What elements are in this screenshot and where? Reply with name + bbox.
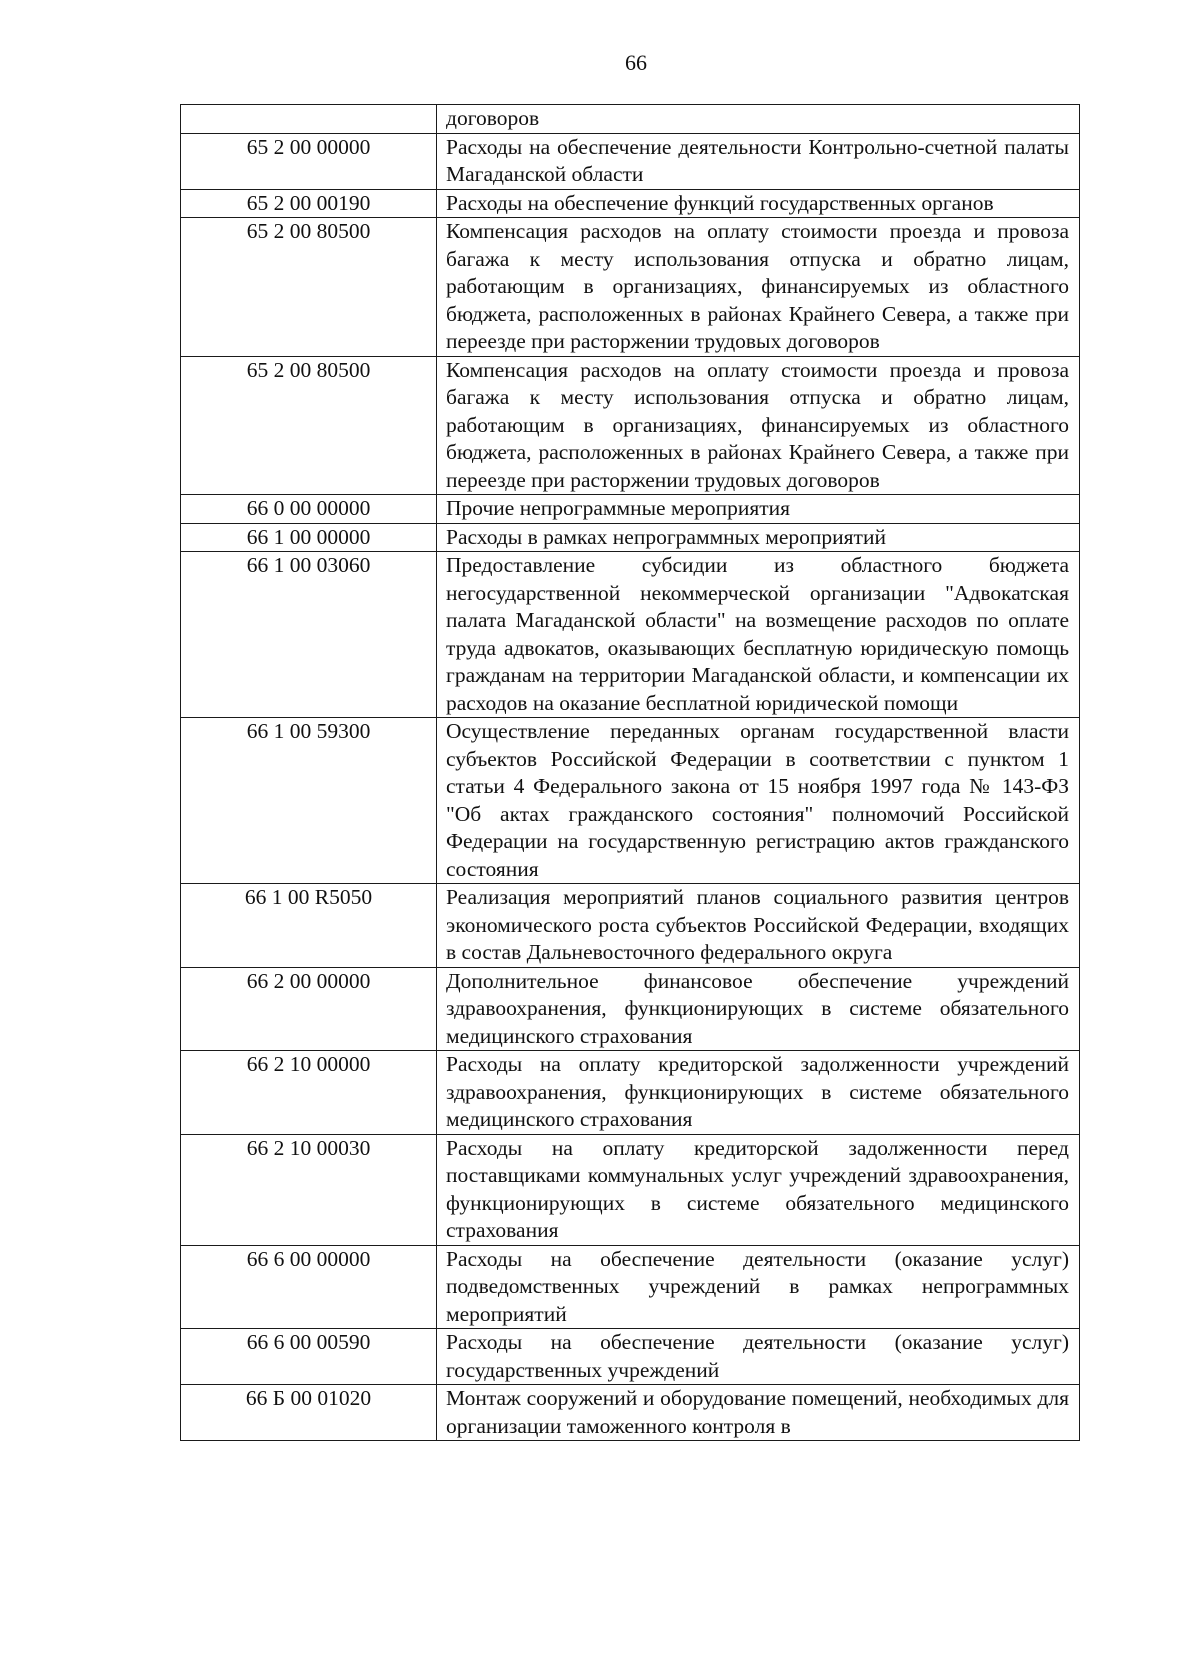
row-code: 65 2 00 00190	[181, 189, 437, 218]
row-description: Расходы на оплату кредиторской задолженности учреждений здравоохранения, функционирующих в системе обязательного медицинского страхования	[437, 1051, 1080, 1135]
row-code: 66 6 00 00000	[181, 1245, 437, 1329]
page-number: 66	[625, 50, 647, 75]
row-description: договоров	[437, 105, 1080, 134]
table-row	[181, 552, 1080, 718]
row-description: Реализация мероприятий планов социального развития центров экономического роста субъектов Российской Федерации, входящих в состав Дальневосточного федерального округа	[437, 884, 1080, 968]
table-row	[181, 1385, 1080, 1441]
table-row	[181, 1245, 1080, 1329]
table-row	[181, 718, 1080, 884]
table-row	[181, 1134, 1080, 1245]
row-description: Расходы на обеспечение деятельности (оказание услуг) государственных учреждений	[437, 1329, 1080, 1385]
table-row	[181, 1329, 1080, 1385]
row-description: Расходы на обеспечение деятельности (оказание услуг) подведомственных учреждений в рамках непрограммных мероприятий	[437, 1245, 1080, 1329]
row-code: 66 1 00 03060	[181, 552, 437, 718]
row-description: Компенсация расходов на оплату стоимости проезда и провоза багажа к месту использования отпуска и обратно лицам, работающим в организациях, финансируемых из областного бюджета, расположенных в районах Крайнего Севера, а также при переезде при расторжении трудовых договоров	[437, 356, 1080, 495]
row-description: Прочие непрограммные мероприятия	[437, 495, 1080, 524]
row-code	[181, 105, 437, 134]
row-code: 66 2 10 00000	[181, 1051, 437, 1135]
table-row	[181, 523, 1080, 552]
row-description: Расходы на обеспечение деятельности Контрольно-счетной палаты Магаданской области	[437, 133, 1080, 189]
row-description: Осуществление переданных органам государственной власти субъектов Российской Федерации в соответствии с пунктом 1 статьи 4 Федерального закона от 15 ноября 1997 года № 143-ФЗ "Об актах гражданского состояния" полномочий Российской Федерации на государственную регистрацию актов гражданского состояния	[437, 718, 1080, 884]
row-code: 66 1 00 R5050	[181, 884, 437, 968]
row-description: Расходы в рамках непрограммных мероприятий	[437, 523, 1080, 552]
row-description: Предоставление субсидии из областного бюджета негосударственной некоммерческой организации "Адвокатская палата Магаданской области" на возмещение расходов по оплате труда адвокатов, оказывающих бесплатную юридическую помощь гражданам на территории Магаданской области, и компенсации их расходов на оказание бесплатной юридической помощи	[437, 552, 1080, 718]
table-row	[181, 189, 1080, 218]
row-code: 66 1 00 59300	[181, 718, 437, 884]
row-description: Расходы на обеспечение функций государственных органов	[437, 189, 1080, 218]
table-row	[181, 218, 1080, 357]
row-code: 65 2 00 80500	[181, 356, 437, 495]
table-row	[181, 105, 1080, 134]
row-description: Монтаж сооружений и оборудование помещений, необходимых для организации таможенного контроля в	[437, 1385, 1080, 1441]
table-row	[181, 967, 1080, 1051]
row-code: 66 6 00 00590	[181, 1329, 437, 1385]
budget-classification-table	[180, 104, 1080, 1441]
row-description: Расходы на оплату кредиторской задолженности перед поставщиками коммунальных услуг учреждений здравоохранения, функционирующих в системе обязательного медицинского страхования	[437, 1134, 1080, 1245]
table-row	[181, 356, 1080, 495]
row-code: 66 Б 00 01020	[181, 1385, 437, 1441]
row-code: 65 2 00 80500	[181, 218, 437, 357]
row-code: 65 2 00 00000	[181, 133, 437, 189]
row-description: Компенсация расходов на оплату стоимости проезда и провоза багажа к месту использования отпуска и обратно лицам, работающим в организациях, финансируемых из областного бюджета, расположенных в районах Крайнего Севера, а также при переезде при расторжении трудовых договоров	[437, 218, 1080, 357]
table-row	[181, 884, 1080, 968]
row-code: 66 2 10 00030	[181, 1134, 437, 1245]
row-code: 66 2 00 00000	[181, 967, 437, 1051]
row-description: Дополнительное финансовое обеспечение учреждений здравоохранения, функционирующих в системе обязательного медицинского страхования	[437, 967, 1080, 1051]
table-row	[181, 133, 1080, 189]
table-row	[181, 1051, 1080, 1135]
table-row	[181, 495, 1080, 524]
row-code: 66 0 00 00000	[181, 495, 437, 524]
row-code: 66 1 00 00000	[181, 523, 437, 552]
